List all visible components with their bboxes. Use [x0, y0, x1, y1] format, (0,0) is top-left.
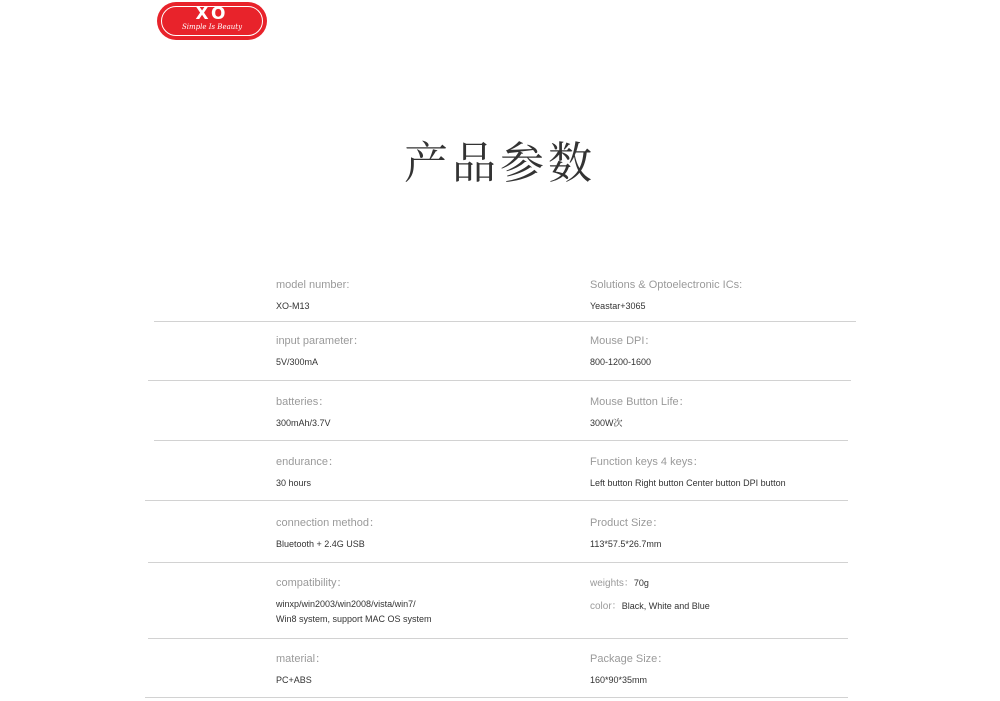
- color-label: color：: [590, 601, 622, 612]
- solutions-label: Solutions & Optoelectronic ICs:: [590, 279, 743, 291]
- weights-row: [590, 577, 649, 590]
- compatibility-label: compatibility：: [276, 577, 348, 589]
- button-life-value: 300W次: [590, 418, 623, 428]
- product-size-value: 113*57.5*26.7mm: [590, 539, 662, 549]
- batteries-value: 300mAh/3.7V: [276, 418, 331, 428]
- material-value: PC+ABS: [276, 675, 312, 685]
- row-divider: [154, 440, 848, 441]
- connection-method-value: Bluetooth + 2.4G USB: [276, 539, 365, 549]
- batteries-label: batteries：: [276, 396, 330, 408]
- logo-tagline: Simple Is Beauty: [181, 23, 243, 31]
- row-divider: [145, 697, 848, 698]
- solutions-value: Yeastar+3065: [590, 301, 646, 311]
- model-number-value: XO-M13: [276, 301, 310, 311]
- color-row: [590, 600, 710, 613]
- function-keys-label: Function keys 4 keys：: [590, 456, 704, 468]
- page-title: 产品参数: [404, 138, 596, 189]
- color-value: Black, White and Blue: [621, 601, 710, 611]
- logo-mark: XO: [195, 4, 229, 24]
- row-divider: [148, 380, 851, 381]
- row-divider: [145, 500, 848, 501]
- weights-label: weights：: [590, 578, 634, 589]
- row-divider: [148, 562, 848, 563]
- connection-method-label: connection method：: [276, 517, 380, 529]
- row-divider: [154, 321, 856, 322]
- row-divider: [148, 638, 848, 639]
- mouse-dpi-value: 800-1200-1600: [590, 357, 652, 367]
- package-size-value: 160*90*35mm: [590, 675, 648, 685]
- input-parameter-label: input parameter：: [276, 335, 365, 347]
- button-life-label: Mouse Button Life：: [590, 396, 690, 408]
- mouse-dpi-label: Mouse DPI：: [590, 335, 656, 347]
- compatibility-value-line2: Win8 system, support MAC OS system: [276, 614, 432, 624]
- endurance-label: endurance：: [276, 456, 339, 468]
- brand-logo: [157, 2, 267, 40]
- endurance-value: 30 hours: [276, 478, 312, 488]
- input-parameter-value: 5V/300mA: [276, 357, 319, 367]
- model-number-label: model number:: [276, 279, 350, 291]
- product-size-label: Product Size：: [590, 517, 664, 529]
- weights-value: 70g: [633, 578, 649, 588]
- material-label: material：: [276, 653, 327, 665]
- compatibility-value-line1: winxp/win2003/win2008/vista/win7/: [276, 599, 416, 609]
- package-size-label: Package Size：: [590, 653, 669, 665]
- function-keys-value: Left button Right button Center button DPI button: [590, 478, 786, 488]
